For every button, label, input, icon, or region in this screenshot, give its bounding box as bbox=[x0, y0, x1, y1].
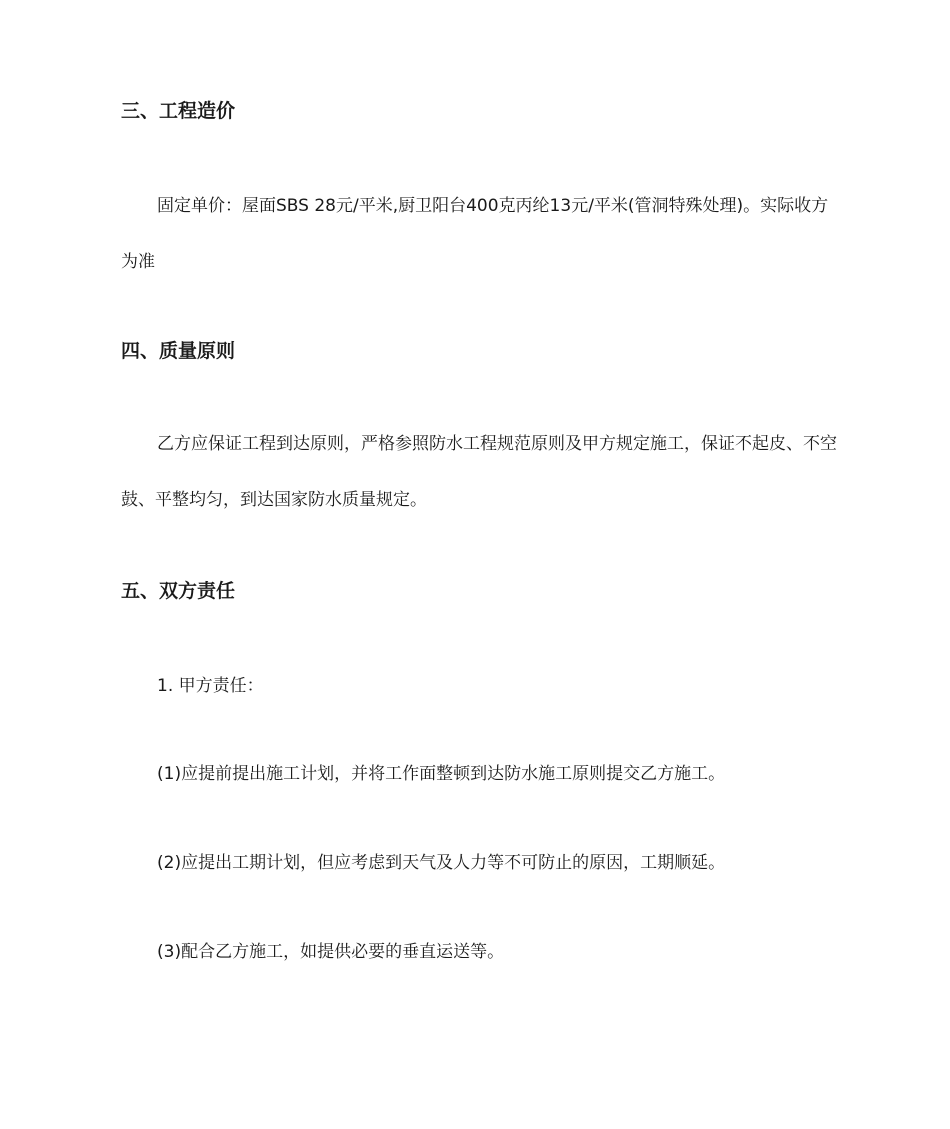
section-heading-responsibilities: 五、双方责任 bbox=[121, 580, 236, 602]
paragraph-quality-standard: 乙方应保证工程到达原则，严格参照防水工程规范原则及甲方规定施工，保证不起皮、不空鼓、平整均匀，到达国家防水质量规定。 bbox=[121, 434, 837, 510]
paragraph-fixed-price: 固定单价：屋面SBS 28元/平米,厨卫阳台400克丙纶13元/平米(管洞特殊处理)。实际收方为准 bbox=[121, 196, 829, 272]
section-heading-quality: 四、质量原则 bbox=[121, 340, 236, 362]
list-item-party-a-title: 1. 甲方责任： bbox=[157, 676, 264, 696]
list-item-3: (3)配合乙方施工，如提供必要的垂直运送等。 bbox=[157, 942, 505, 962]
section-heading-cost: 三、工程造价 bbox=[121, 100, 236, 122]
list-item-2: (2)应提出工期计划，但应考虑到天气及人力等不可防止的原因，工期顺延。 bbox=[157, 853, 726, 873]
list-item-1: (1)应提前提出施工计划，并将工作面整顿到达防水施工原则提交乙方施工。 bbox=[157, 764, 726, 784]
